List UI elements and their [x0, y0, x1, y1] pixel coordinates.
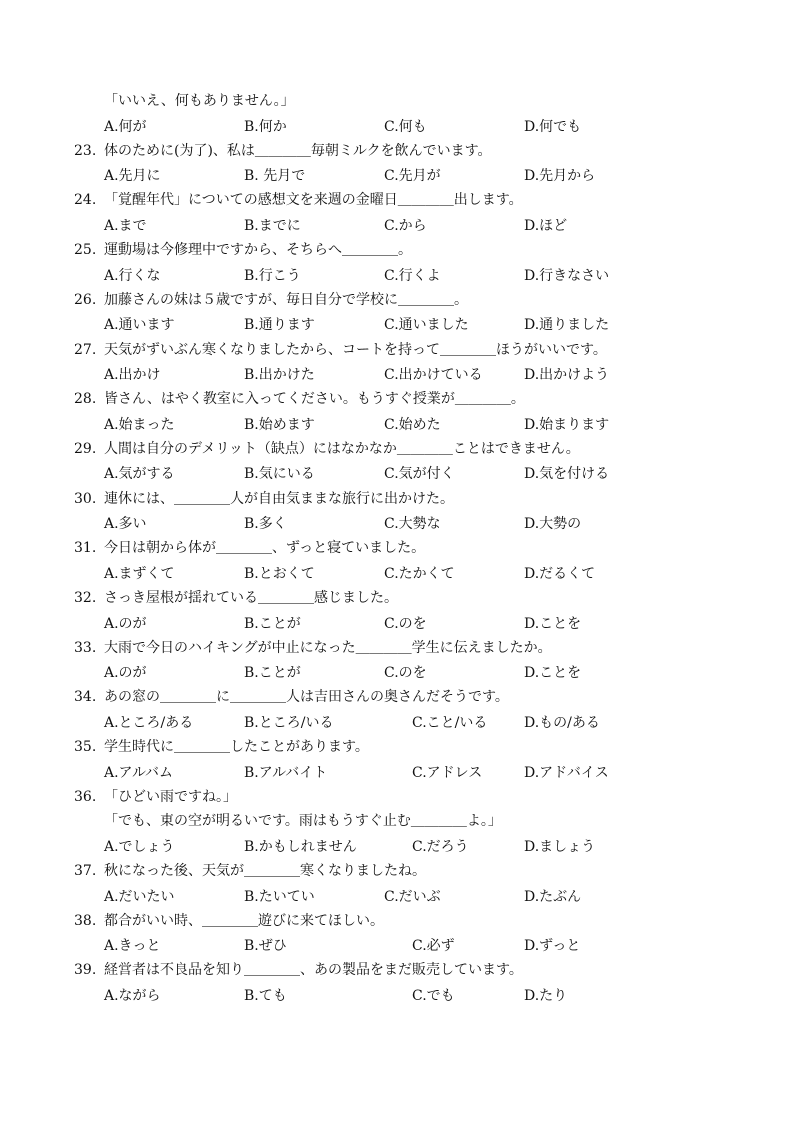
answer-option-d: D.たぶん — [524, 888, 582, 905]
answer-option-a: A.まずくて — [104, 565, 175, 582]
question-number: 26. — [74, 291, 97, 308]
answer-option-a: A.きっと — [104, 938, 161, 955]
question-number: 32. — [74, 590, 97, 606]
answer-option-d: D.もの/ある — [524, 714, 600, 731]
question-text: 「ひどい雨ですね。」 — [104, 788, 237, 805]
answer-option-c: C.だろう — [412, 838, 469, 855]
answer-option-b: B.たいてい — [244, 888, 315, 905]
answer-option-c: C.何も — [384, 118, 427, 135]
answer-option-a: A.多い — [104, 516, 147, 533]
answer-option-d: D.出かけよう — [524, 367, 610, 383]
question-text: 連休には、＿＿＿＿人が自由気ままな旅行に出かけた。 — [104, 490, 454, 507]
answer-option-b: B.かもしれません — [244, 838, 357, 855]
answer-option-c: C.先月が — [384, 168, 441, 185]
answer-option-c: C.大勢な — [384, 516, 441, 533]
answer-option-b: B.ぜひ — [244, 938, 287, 955]
answer-option-c: C.通いました — [384, 317, 469, 334]
answer-option-b: B.多く — [244, 516, 287, 533]
question-text: 大雨で今日のハイキングが中止になった＿＿＿＿学生に伝えましたか。 — [104, 639, 552, 656]
question-text: 「覚醒年代」についての感想文を来週の金曜日＿＿＿＿出します。 — [104, 192, 523, 209]
answer-option-d: D.何でも — [524, 118, 582, 135]
answer-option-c: C.必ず — [412, 938, 455, 955]
answer-option-b: B.までに — [244, 217, 301, 234]
question-number: 35. — [74, 739, 97, 756]
answer-option-b: B.アルバイト — [244, 764, 328, 781]
answer-option-c: C.でも — [412, 987, 455, 1004]
question-number: 28. — [74, 391, 97, 408]
question-text: 運動場は今修理中ですから、そちらへ＿＿＿＿。 — [104, 242, 412, 259]
answer-option-c: C.アドレス — [412, 764, 483, 781]
question-text: あの窓の＿＿＿＿に＿＿＿＿人は吉田さんの奥さんだそうです。 — [104, 689, 509, 706]
question-text: 天気がずいぶん寒くなりましたから、コートを持って＿＿＿＿ほうがいいです。 — [104, 341, 607, 358]
answer-option-c: C.気が付く — [384, 466, 455, 483]
answer-option-b: B.ところ/いる — [244, 714, 334, 731]
question-number: 23. — [74, 142, 97, 159]
question-text: 今日は朝から体が＿＿＿＿、ずっと寝ていました。 — [104, 540, 426, 557]
answer-option-b: B.何か — [244, 118, 287, 135]
question-number: 29. — [74, 440, 97, 457]
answer-option-d: D.ましょう — [524, 838, 596, 855]
answer-option-a: A.出かけ — [104, 367, 161, 383]
answer-option-b: B.出かけた — [244, 367, 315, 383]
answer-option-a: A.アルバム — [104, 764, 174, 781]
question-number: 24. — [74, 192, 97, 209]
answer-option-d: D.ことを — [524, 615, 582, 632]
question-number: 30. — [74, 490, 97, 507]
answer-option-b: B.ても — [244, 987, 287, 1004]
answer-option-b: B.始めます — [244, 416, 315, 433]
answer-option-c: C.行くよ — [384, 267, 441, 284]
answer-option-a: A.気がする — [104, 466, 175, 483]
answer-option-d: D.始まります — [524, 416, 610, 433]
question-number: 38. — [74, 912, 97, 929]
answer-option-a: A.先月に — [104, 168, 161, 185]
answer-option-c: C.のを — [384, 615, 427, 632]
answer-option-d: D.ことを — [524, 665, 582, 682]
question-number: 36. — [74, 788, 97, 805]
answer-option-a: A.でしょう — [104, 838, 175, 855]
question-number: 33. — [74, 639, 97, 656]
answer-option-c: C.始めた — [384, 416, 441, 433]
answer-option-a: A.まで — [104, 217, 147, 234]
answer-option-a: A.のが — [104, 665, 147, 682]
answer-option-a: A.始まった — [104, 416, 175, 433]
question-text: 「いいえ、何もありません。」 — [104, 93, 295, 109]
question-text: 加藤さんの妹は５歳ですが、毎日自分で学校に＿＿＿＿。 — [104, 291, 468, 308]
answer-option-a: A.ながら — [104, 987, 161, 1004]
answer-option-c: C.こと/いる — [412, 714, 488, 731]
question-text: 皆さん、はやく教室に入ってください。もうすぐ授業が＿＿＿＿。 — [104, 391, 525, 408]
answer-option-b: B.とおくて — [244, 565, 315, 582]
answer-option-b: B.ことが — [244, 665, 301, 682]
answer-option-c: C.のを — [384, 665, 427, 682]
question-text: 学生時代に＿＿＿＿したことがあります。 — [104, 739, 369, 756]
answer-option-d: D.行きなさい — [524, 267, 610, 284]
answer-option-d: D.だるくて — [524, 565, 596, 582]
answer-option-c: C.だいぶ — [384, 888, 441, 905]
answer-option-a: A.通います — [104, 317, 175, 334]
answer-option-d: D.たり — [524, 987, 568, 1004]
answer-option-d: D.大勢の — [524, 516, 582, 533]
question-number: 39. — [74, 962, 97, 979]
answer-option-a: A.ところ/ある — [104, 714, 194, 731]
answer-option-d: D.ほど — [524, 217, 568, 234]
question-number: 25. — [74, 242, 97, 259]
question-text: 経営者は不良品を知り＿＿＿＿、あの製品をまだ販売しています。 — [104, 962, 523, 979]
question-number: 27. — [74, 341, 97, 358]
answer-option-d: D.気を付ける — [524, 466, 610, 483]
answer-option-c: C.出かけている — [384, 367, 483, 383]
answer-option-b: B.気にいる — [244, 466, 315, 483]
answer-option-a: A.だいたい — [104, 888, 175, 905]
question-text-continued: 「でも、東の空が明るいです。雨はもうすぐ止む＿＿＿＿よ。」 — [104, 813, 502, 830]
answer-option-a: A.何が — [104, 118, 147, 135]
answer-option-b: B.ことが — [244, 615, 301, 632]
answer-option-b: B. 先月で — [244, 168, 306, 185]
question-number: 31. — [74, 540, 97, 557]
question-text: さっき屋根が揺れている＿＿＿＿感じました。 — [104, 590, 398, 606]
answer-option-d: D.ずっと — [524, 938, 581, 955]
answer-option-a: A.行くな — [104, 267, 161, 284]
question-text: 人間は自分のデメリット（缺点）にはなかなか＿＿＿＿ことはできません。 — [104, 440, 580, 457]
answer-option-c: C.たかくて — [384, 565, 455, 582]
answer-option-d: D.先月から — [524, 168, 596, 185]
answer-option-d: D.アドバイス — [524, 764, 609, 781]
answer-option-c: C.から — [384, 217, 427, 234]
answer-option-b: B.行こう — [244, 267, 301, 284]
question-text: 体のために(为了)、私は＿＿＿＿毎朝ミルクを飲んでいます。 — [104, 142, 492, 159]
question-text: 秋になった後、天気が＿＿＿＿寒くなりましたね。 — [104, 863, 426, 879]
question-number: 37. — [74, 863, 97, 879]
question-text: 都合がいい時、＿＿＿＿遊びに来てほしい。 — [104, 912, 384, 929]
answer-option-b: B.通ります — [244, 317, 315, 334]
question-number: 34. — [74, 689, 97, 706]
answer-option-a: A.のが — [104, 615, 147, 632]
answer-option-d: D.通りました — [524, 317, 610, 334]
